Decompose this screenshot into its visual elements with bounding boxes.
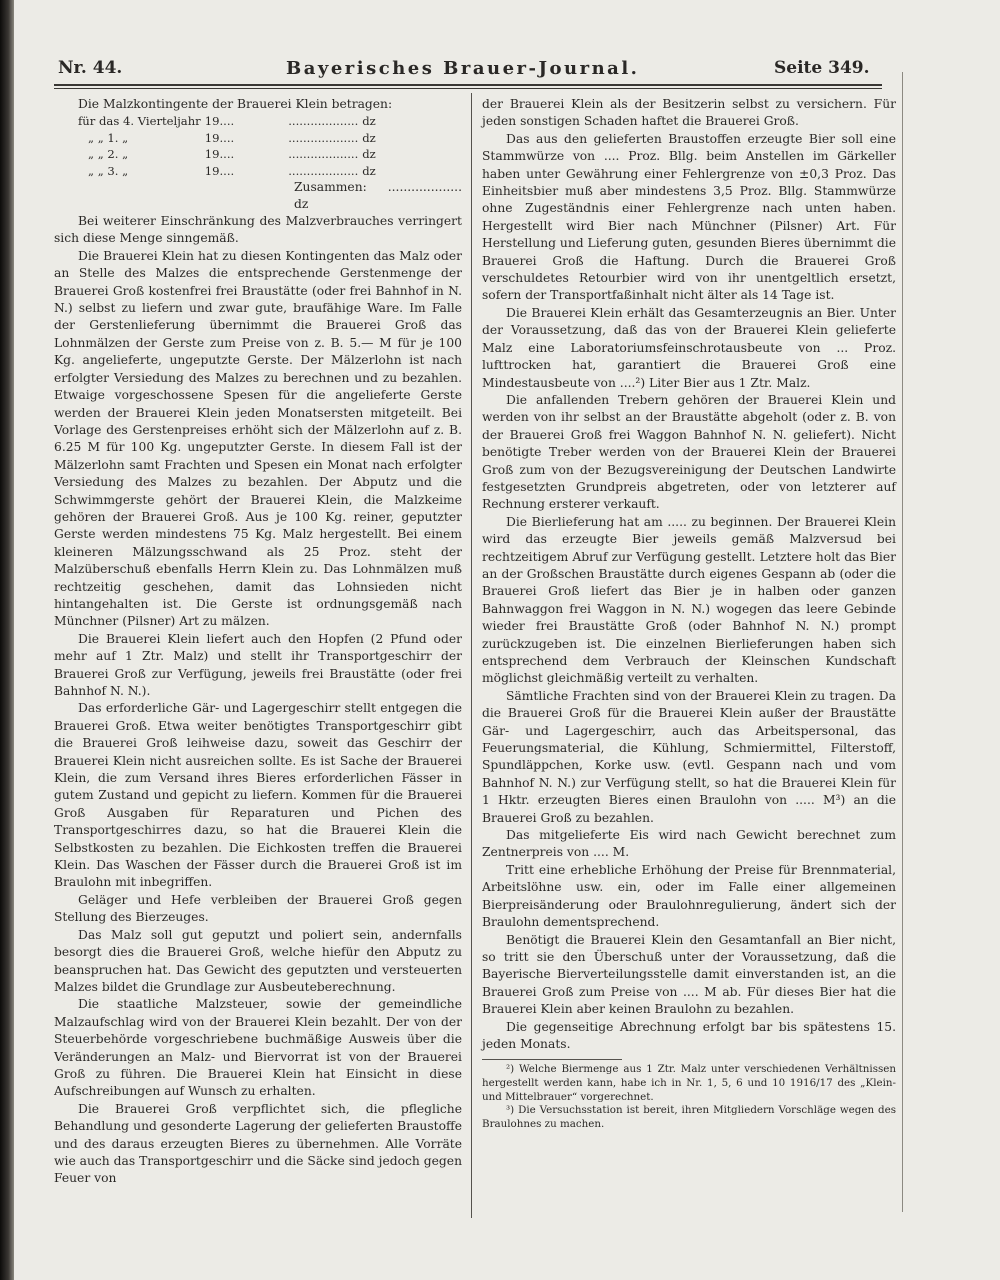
- binding-edge: [0, 0, 14, 1280]
- quota-sum-dots: ...................: [387, 180, 462, 195]
- quota-year: 19....: [204, 147, 235, 162]
- continued-paragraph: der Brauerei Klein als der Besitzerin selbst zu versichern. Für jeden sonstigen Schaden haftet die Brauerei Groß.: [482, 97, 896, 129]
- body-paragraph: Das Malz soll gut geputzt und poliert sein, andernfalls besorgt dies die Brauerei Groß, welche hiefür den Abputz zu beanspruchen hat. Das Gewicht des geputzten und versteuerten Malzes bildet die Grundlage zur Ausbeuteberechnung.: [54, 927, 462, 994]
- body-paragraph: Bei weiterer Einschränkung des Malzverbrauches verringert sich diese Menge sinngemäß.: [54, 214, 462, 246]
- footnote: ³) Die Versuchsstation ist bereit, ihren Mitgliedern Vorschläge wegen des Braulohnes zu machen.: [482, 1104, 896, 1130]
- footnote: ²) Welche Biermenge aus 1 Ztr. Malz unter verschiedenen Verhältnissen hergestellt werden kann, habe ich in Nr. 1, 5, 6 und 10 1916/17 des „Klein- und Mittelbrauer“ vorgerechnet.: [482, 1063, 896, 1103]
- table-row: [78, 146, 380, 162]
- body-paragraph: Das erforderliche Gär- und Lagergeschirr stellt entgegen die Brauerei Groß. Etwa weiter benötigtes Transportgeschirr gibt die Brauerei Groß leihweise dazu, soweit das Geschirr der Brauerei Klein nicht ausreichen sollte. Es ist Sache der Brauerei Klein, die zum Versand ihres Bieres erforderlichen Fässer in gutem Zustand und gepicht zu liefern. Kommen für die Brauerei Groß Ausgaben für Reparaturen und Pichen des Transportgeschirres dazu, so hat die Brauerei Klein die Selbstkosten zu bezahlen. Die Eichkosten treffen die Brauerei Klein. Das Waschen der Fässer durch die Brauerei Groß ist im Braulohn mit inbegriffen.: [54, 701, 462, 890]
- column-divider: [471, 93, 472, 1218]
- quota-year: 19....: [204, 114, 235, 129]
- table-row: [78, 163, 380, 179]
- body-paragraph: Sämtliche Frachten sind von der Brauerei Klein zu tragen. Da die Brauerei Groß für die Brauerei Klein außer der Braustätte Gär- und Lagergeschirr, auch das Arbeitspersonal, das Feuerungsmaterial, die Kühlung, Schmiermittel, Filterstoff, Spundläppchen, Korke usw. (evtl. Gespann nach und vom Bahnhof N. N.) zur Verfügung stellt, so hat die Brauerei Klein für 1 Hktr. erzeugten Bieres einen Braulohn von ..... M³) an die Brauerei Groß zu bezahlen.: [482, 688, 896, 825]
- page-number: Seite 349.: [774, 58, 870, 78]
- body-paragraph: Das aus den gelieferten Braustoffen erzeugte Bier soll eine Stammwürze von .... Proz. Bllg. beim Anstellen im Gärkeller haben unter Gewährung einer Fehlergrenze von ±0,3 Proz. Das Einheitsbier muß aber mindestens 3,5 Proz. Bllg. Stammwürze ohne Zugeständnis einer Fehlergrenze nach unten haben. Hergestellt wird Bier nach Münchner (Pilsner) Art. Für Herstellung und Lieferung guten, gesunden Bieres übernimmt die Brauerei Groß die Haftung. Durch die Brauerei Groß verschuldetes Retourbier wird von ihr unentgeltlich ersetzt, sofern der Transportfaßinhalt nicht älter als 14 Tage ist.: [482, 131, 896, 303]
- quota-amount: ...................: [288, 114, 359, 129]
- quota-label: „ „ 3. „: [88, 163, 129, 178]
- quota-unit: dz: [362, 114, 376, 129]
- body-paragraph: Geläger und Hefe verbleiben der Brauerei Groß gegen Stellung des Bierzeuges.: [54, 892, 462, 925]
- quota-sum-label: Zusammen:: [294, 180, 367, 195]
- body-paragraph: Die Brauerei Klein liefert auch den Hopfen (2 Pfund oder mehr auf 1 Ztr. Malz) und stellt ihr Transportgeschirr der Brauerei Groß zur Verfügung, jeweils frei Braustätte (oder frei Bahnhof N. N.).: [54, 631, 462, 698]
- table-row: [78, 113, 380, 129]
- left-column: [54, 96, 462, 1188]
- footnote-rule: [482, 1059, 622, 1060]
- issue-number: Nr. 44.: [58, 58, 123, 78]
- body-paragraph: Benötigt die Brauerei Klein den Gesamtanfall an Bier nicht, so tritt sie den Überschuß unter der Voraussetzung, daß die Bayerische Bierverteilungsstelle damit einverstanden ist, an die Brauerei Groß zum Preise von .... M ab. Für dieses Bier hat die Brauerei Klein aber keinen Braulohn zu bezahlen.: [482, 932, 896, 1017]
- body-paragraph: Die Bierlieferung hat am ..... zu beginnen. Der Brauerei Klein wird das erzeugte Bier jeweils gemäß Malzversud bei rechtzeitigem Abruf zur Verfügung gestellt. Letztere holt das Bier an der Großschen Braustätte durch eigenes Gespann ab (oder die Brauerei Groß liefert das Bier je in halben oder ganzen Bahnwaggon frei Waggon in N. N.) wogegen das leere Gebinde wieder frei Braustätte Groß (oder Bahnhof N. N.) prompt zurückzugeben ist. Die einzelnen Bierlieferungen haben sich entsprechend dem Verbrauch der Kleinschen Kundschaft möglichst gleichmäßig verteilt zu verhalten.: [482, 514, 896, 686]
- quota-year: 19....: [204, 130, 235, 145]
- quota-label: „ „ 2. „: [88, 147, 129, 162]
- quota-intro: Die Malzkontingente der Brauerei Klein betragen:: [78, 97, 393, 111]
- quota-amount: ...................: [288, 163, 359, 178]
- body-paragraph: Die Brauerei Klein erhält das Gesamterzeugnis an Bier. Unter der Voraussetzung, daß das von der Brauerei Klein gelieferte Malz eine Laboratoriumsfeinschrotausbeute von ... Proz. lufttrocken hat, garantiert die Brauerei Groß eine Mindestausbeute von ....²) Liter Bier aus 1 Ztr. Malz.: [482, 305, 896, 390]
- body-paragraph: Die Brauerei Klein hat zu diesen Kontingenten das Malz oder an Stelle des Malzes die entsprechende Gerstenmenge der Brauerei Groß kostenfrei frei Braustätte (oder frei Bahnhof in N. N.) selbst zu liefern und zwar gute, braufähige Ware. Im Falle der Gerstenlieferung übernimmt die Brauerei Groß das Lohnmälzen der Gerste zum Preise von z. B. 5.— M für je 100 Kg. angelieferte, ungeputzte Gerste. Der Mälzerlohn ist nach erfolgter Versiedung des Malzes zu berechnen und zu bezahlen. Etwaige vorgeschossene Spesen für die angelieferte Gerste werden der Brauerei Klein jeden Monatsersten mitgeteilt. Bei Vorlage des Gerstenpreises erhöht sich der Mälzerlohn auf z. B. 6.25 M für 100 Kg. ungeputzter Gerste. In diesem Fall ist der Mälzerlohn samt Frachten und Spesen ein Monat nach erfolgter Versiedung des Malzes zu bezahlen. Der Abputz und die Schwimmgerste gehört der Brauerei Klein, die Malzkeime gehören der Brauerei Groß. Aus je 100 Kg. reiner, geputzter Gerste werden mindestens 75 Kg. Malz hergestellt. Bei einem kleineren Mälzungsschwand als 25 Proz. steht der Malzüberschuß ebenfalls Herrn Klein zu. Das Lohnmälzen muß rechtzeitig geschehen, damit das Lohnsieden nicht hintangehalten ist. Die Gerste ist ordnungsgemäß nach Münchner (Pilsner) Art zu mälzen.: [54, 248, 462, 629]
- journal-title: Bayerisches Brauer-Journal.: [286, 58, 640, 79]
- right-column: [482, 96, 896, 1131]
- quota-table: [78, 113, 380, 179]
- quota-unit: dz: [362, 130, 376, 145]
- body-paragraph: Die staatliche Malzsteuer, sowie der gemeindliche Malzaufschlag wird von der Brauerei Klein bezahlt. Der von der Steuerbehörde vorgeschriebene buchmäßige Ausweis über die Veränderungen an Malz- und Biervorrat ist von der Brauerei Groß zu führen. Die Brauerei Klein hat Einsicht in diese Aufschreibungen auf Wunsch zu erhalten.: [54, 997, 462, 1099]
- body-paragraph: Die anfallenden Trebern gehören der Brauerei Klein und werden von ihr selbst an der Braustätte abgeholt (oder z. B. von der Brauerei Groß frei Waggon Bahnhof N. N. geliefert). Nicht benötigte Treber werden von der Brauerei Klein der Brauerei Groß zum von der Bezugsvereinigung der Deutschen Landwirte festgesetzten Grundpreis abgetreten, oder von letzterer auf Rechnung ersterer verkauft.: [482, 392, 896, 512]
- margin-rule: [902, 72, 903, 1212]
- body-paragraph: Die gegenseitige Abrechnung erfolgt bar bis spätestens 15. jeden Monats.: [482, 1019, 896, 1051]
- quota-sum-row: [294, 179, 462, 213]
- body-paragraph: Das mitgelieferte Eis wird nach Gewicht berechnet zum Zentnerpreis von .... M.: [482, 828, 896, 860]
- body-paragraph: Die Brauerei Groß verpflichtet sich, die pflegliche Behandlung und gesonderte Lagerung der gelieferten Braustoffe und des daraus erzeugten Bieres zu übernehmen. Alle Vorräte wie auch das Transportgeschirr und die Säcke sind jedoch gegen Feuer von: [54, 1101, 462, 1186]
- body-paragraph: Tritt eine erhebliche Erhöhung der Preise für Brennmaterial, Arbeitslöhne usw. ein, oder im Falle einer allgemeinen Bierpreisänderung oder Braulohnregulierung, ändert sich der Braulohn dementsprechend.: [482, 862, 896, 930]
- quota-amount: ...................: [288, 147, 359, 162]
- header-rule: [54, 84, 882, 89]
- quota-label: „ „ 1. „: [88, 130, 129, 145]
- quota-year: 19....: [204, 163, 235, 178]
- quota-unit: dz: [362, 147, 376, 162]
- table-row: [78, 130, 380, 146]
- journal-page: [14, 0, 1000, 1280]
- quota-amount: ...................: [288, 130, 359, 145]
- quota-sum-unit: dz: [294, 197, 309, 212]
- quota-label: für das 4. Vierteljahr: [78, 114, 201, 129]
- quota-unit: dz: [362, 163, 376, 178]
